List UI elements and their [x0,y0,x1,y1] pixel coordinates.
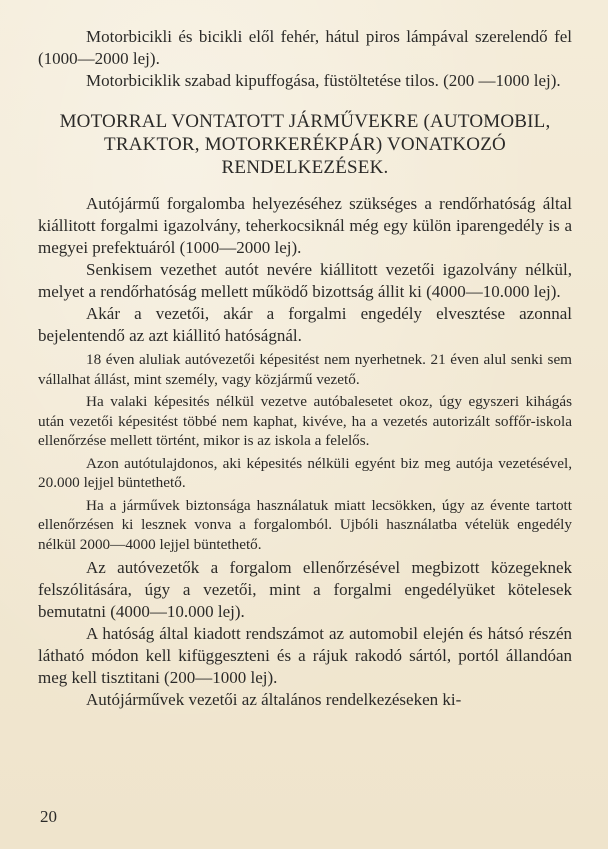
paragraph-owner-fine: Azon autótulajdonos, aki képesités nélküli egyént biz meg autója vezetésével, 20.000 lejjel büntethető. [38,454,572,491]
section-heading: MOTORRAL VONTATOTT JÁRMŰVEKRE (AUTOMOBIL, TRAKTOR, MOTORKERÉKPÁR) VONATKOZÓ RENDELKEZÉSEK. [59,111,551,178]
page-number: 20 [40,807,57,826]
paragraph-lost-license: Akár a vezetői, akár a forgalmi engedély elvesztése azonnal bejelentendő az azt kiállitó hatóságnál. [38,304,572,345]
paragraph-general-rules: Autójárművek vezetői az általános rendelkezéseken ki- [86,690,462,709]
paragraph-registration: Autójármű forgalomba helyezéséhez szükséges a rendőrhatóság által kiállitott forgalmi igazolvány, teherkocsiknál még egy külön iparengedély is a megyei prefektuáról (1000—2000 lej). [38,194,572,257]
paragraph-exhaust: Motorbiciklik szabad kipuffogása, füstöltetése tilos. (200 —1000 lej). [86,71,561,90]
paragraph-lamps: Motorbicikli és bicikli elől fehér, hátul piros lámpával szerelendő fel (1000—2000 lej). [38,27,572,68]
paragraph-accident: Ha valaki képesités nélkül vezetve autóbalesetet okoz, úgy egyszeri kihágás után vezetői képesitést többé nem kaphat, kivéve, ha a vezetés autorizált soffőr-iskola ellenőrzése mellett történt, mikor is az iskola a felelős. [38,393,572,449]
paragraph-vehicle-safety: Ha a járművek biztonsága használatuk miatt lecsökken, úgy az évente tartott ellenőrzésen ki lesznek vonva a forgalomból. Ujbóli használatba vételük engedély nélkül 2000—4000 lejjel büntethető. [38,496,572,553]
paragraph-show-documents: Az autóvezetők a forgalom ellenőrzésével megbizott közegeknek felszólitására, úgy a vezetői, mint a forgalmi engedélyüket kötelesek bemutatni (4000—10.000 lej). [38,558,572,621]
paragraph-driver-license: Senkisem vezethet autót nevére kiállitott vezetői igazolvány nélkül, melyet a rendőrhatóság mellett működő bizottság állit ki (4000—10.000 lej). [38,260,572,301]
paragraph-age-limit: 18 éven aluliak autóvezetői képesitést nem nyerhetnek. 21 éven alul senki sem vállalhat állást, mint személy, vagy közjármű vezető. [38,351,572,388]
paragraph-license-plate: A hatóság által kiadott rendszámot az automobil elején és hátsó részén látható módon kell kifüggeszteni és a rájuk rakodó sártól, portól állandóan meg kell tisztitani (200—1000 lej). [38,624,572,687]
